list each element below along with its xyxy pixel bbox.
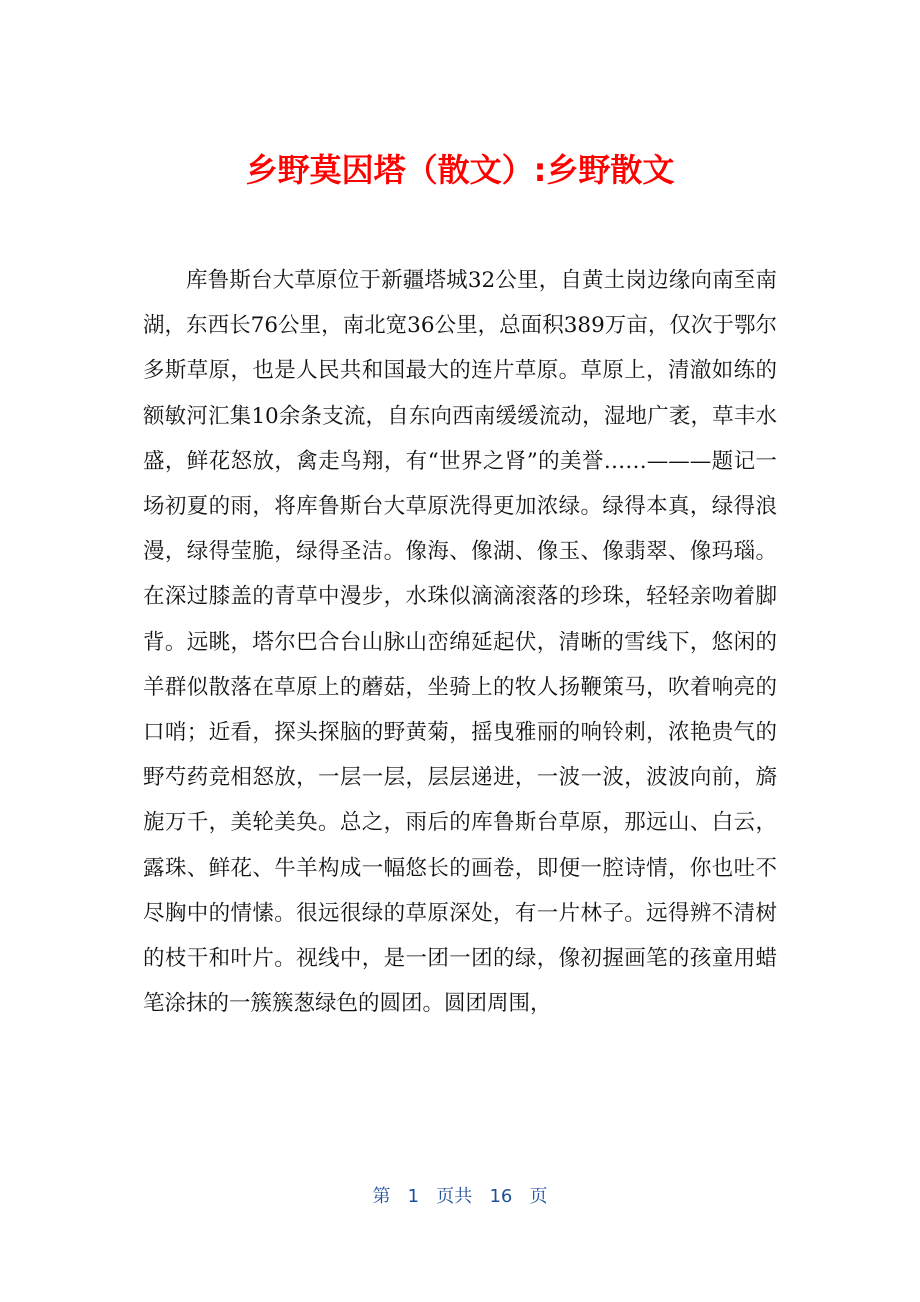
current-page-number: 1 (407, 1186, 420, 1207)
page-footer (0, 1184, 920, 1210)
page-title: 乡野莫因塔（散文）:乡野散文 (245, 151, 675, 189)
page-label-suffix: 页 (529, 1186, 548, 1207)
body-paragraph: 库鲁斯台大草原位于新疆塔城32公里，自黄土岗边缘向南至南湖，东西长76公里，南北宽36公里，总面积389万亩，仅次于鄂尔多斯草原，也是人民共和国最大的连片草原。草原上，清澈如练的额敏河汇集10余条支流，自东向西南缓缓流动，湿地广袤，草丰水盛，鲜花怒放，禽走鸟翔，有“世界之肾”的美誉……———题记一场初夏的雨，将库鲁斯台大草原洗得更加浓绿。绿得本真，绿得浪漫，绿得莹脆，绿得圣洁。像海、像湖、像玉、像翡翠、像玛瑙。在深过膝盖的青草中漫步，水珠似滴滴滚落的珍珠，轻轻亲吻着脚背。远眺，塔尔巴合台山脉山峦绵延起伏，清晰的雪线下，悠闲的羊群似散落在草原上的蘑菇，坐骑上的牧人扬鞭策马，吹着响亮的口哨；近看，探头探脑的野黄菊，摇曳雅丽的响铃刺，浓艳贵气的野芍药竞相怒放，一层一层，层层递进，一波一波，波波向前，旖旎万千，美轮美奂。总之，雨后的库鲁斯台草原，那远山、白云，露珠、鲜花、牛羊构成一幅悠长的画卷，即便一腔诗情，你也吐不尽胸中的情愫。很远很绿的草原深处，有一片林子。远得辨不清树的枝干和叶片。视线中，是一团一团的绿，像初握画笔的孩童用蜡笔涂抹的一簇簇葱绿色的圆团。圆团周围， (143, 268, 777, 1017)
total-pages-number: 16 (489, 1186, 513, 1207)
page-label-mid: 页共 (436, 1186, 473, 1207)
page-label-prefix: 第 (372, 1186, 391, 1207)
